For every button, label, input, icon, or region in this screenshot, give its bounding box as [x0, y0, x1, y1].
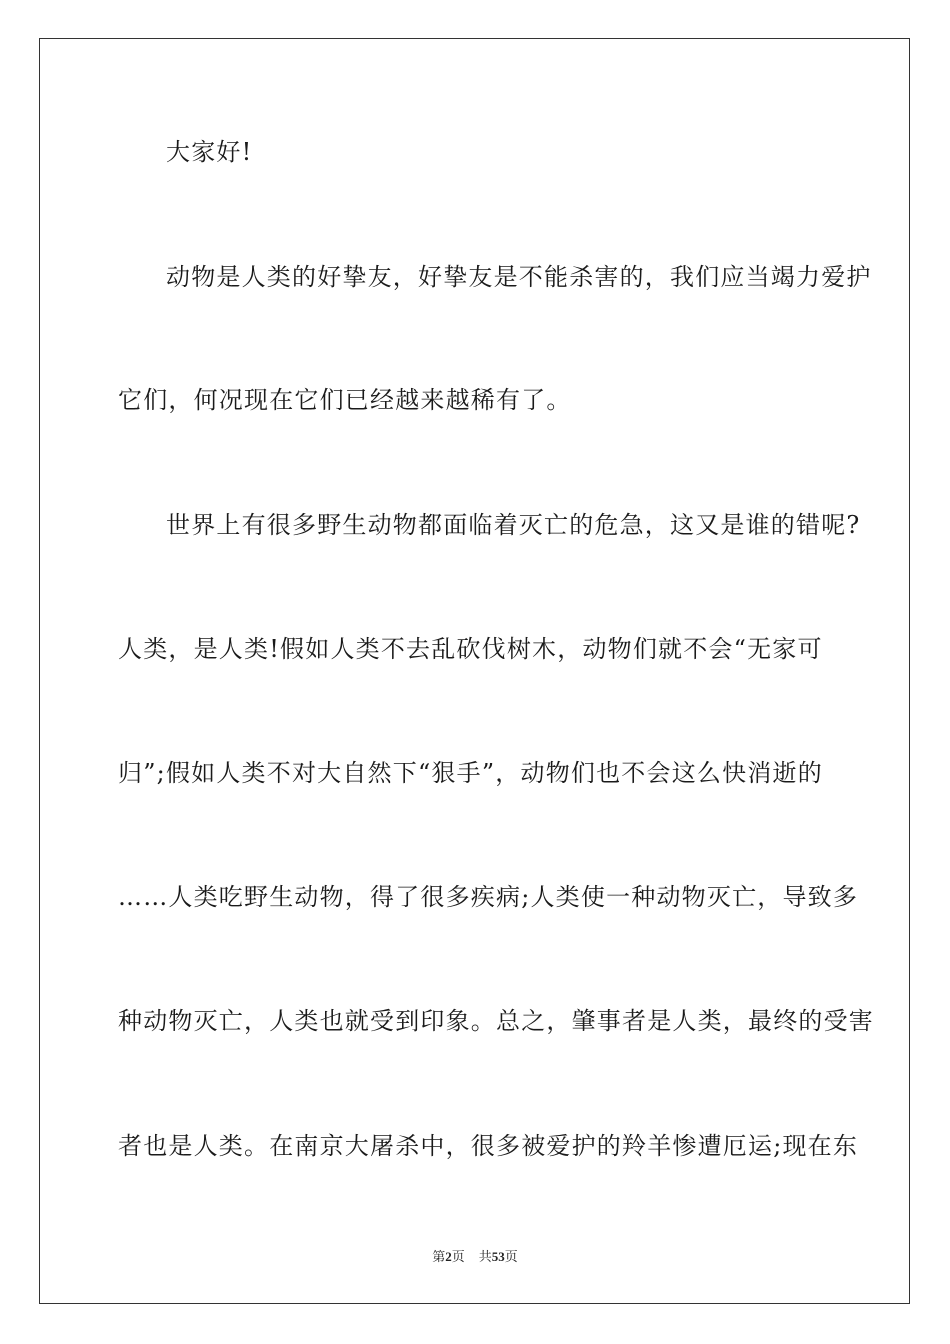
total-prefix: 共 [478, 1250, 492, 1265]
paragraph-line: 人类，是人类!假如人类不去乱砍伐树木，动物们就不会“无家可 [118, 635, 823, 663]
page-number: 2 [445, 1249, 452, 1264]
paragraph-line: 它们，何况现在它们已经越来越稀有了。 [118, 386, 572, 414]
paragraph-line: 者也是人类。在南京大屠杀中，很多被爱护的羚羊惨遭厄运;现在东 [118, 1132, 859, 1160]
page-border [39, 38, 910, 1304]
paragraph-line: 归”;假如人类不对大自然下“狠手”，动物们也不会这么快消逝的 [118, 759, 823, 787]
total-suffix: 页 [504, 1250, 518, 1265]
paragraph-greeting: 大家好! [166, 138, 253, 166]
paragraph-line: 世界上有很多野生动物都面临着灭亡的危急，这又是谁的错呢? [166, 511, 861, 539]
paragraph-line: ……人类吃野生动物，得了很多疾病;人类使一种动物灭亡，导致多 [118, 883, 859, 911]
page-prefix: 第 [432, 1250, 446, 1265]
paragraph-line: 种动物灭亡，人类也就受到印象。总之，肇事者是人类，最终的受害 [118, 1007, 874, 1035]
total-pages: 53 [491, 1249, 505, 1264]
page-suffix: 页 [451, 1250, 465, 1265]
paragraph-line: 动物是人类的好挚友，好挚友是不能杀害的，我们应当竭力爱护 [166, 263, 872, 291]
page-footer [0, 1249, 950, 1266]
